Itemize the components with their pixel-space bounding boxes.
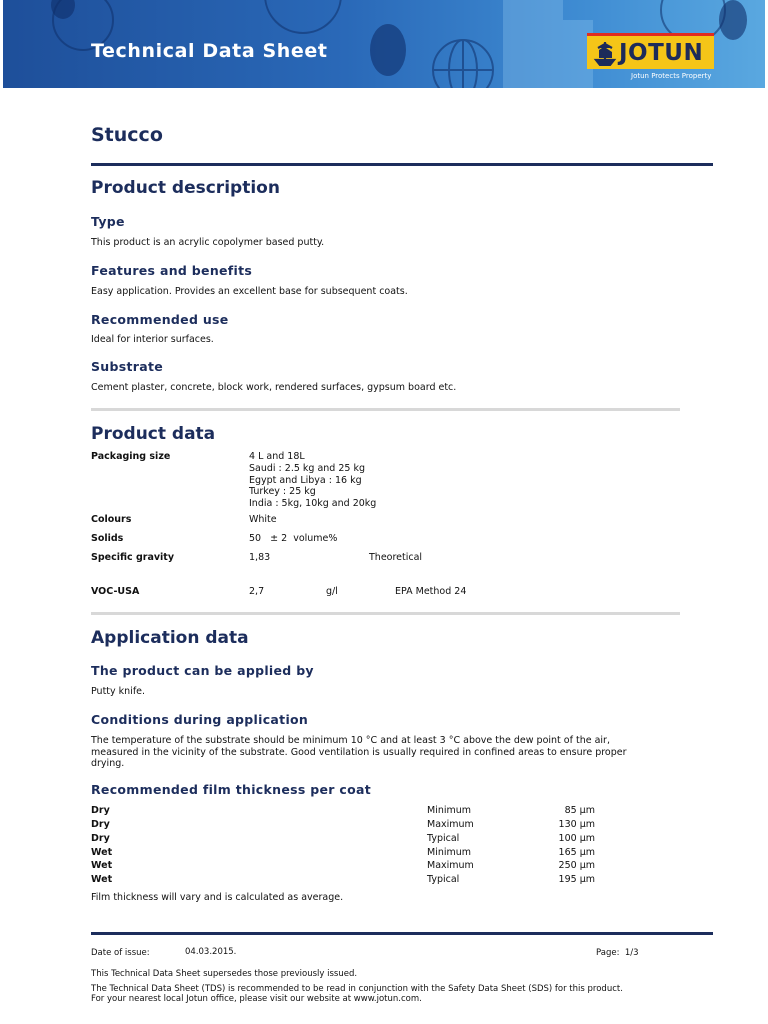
heading-type: Type	[91, 214, 125, 229]
film-row-value: 130 µm	[558, 819, 595, 830]
film-row-value: 85 µm	[564, 805, 595, 816]
label-colours: Colours	[91, 514, 132, 525]
document-type-title: Technical Data Sheet	[91, 40, 328, 62]
section-heading-product-description: Product description	[91, 178, 280, 198]
film-row-type: Wet	[91, 847, 113, 858]
text-conditions	[91, 735, 627, 770]
footer-page-number: Page: 1/3	[596, 948, 639, 958]
packaging-line: Turkey : 25 kg	[249, 486, 316, 498]
film-row-type: Dry	[91, 819, 110, 830]
value-specific-gravity: 1,83	[249, 552, 271, 563]
heading-features: Features and benefits	[91, 263, 253, 278]
value-solids: 50 ± 2 volume%	[249, 533, 338, 544]
heading-film-thickness: Recommended film thickness per coat	[91, 782, 371, 797]
method-voc: EPA Method 24	[395, 586, 467, 597]
product-name: Stucco	[91, 124, 163, 146]
film-row-type: Dry	[91, 833, 110, 844]
section-heading-application-data: Application data	[91, 628, 249, 648]
label-voc-usa: VOC-USA	[91, 586, 140, 597]
film-row-kind: Minimum	[427, 847, 472, 858]
heading-substrate: Substrate	[91, 359, 164, 374]
film-row-value: 165 µm	[558, 847, 595, 858]
footer-date-label: Date of issue:	[91, 948, 150, 958]
value-colours: White	[249, 514, 277, 525]
ship-icon	[593, 40, 617, 66]
divider	[91, 408, 680, 411]
text-film-note: Film thickness will vary and is calculated as average.	[91, 892, 344, 903]
conditions-line: drying.	[91, 758, 125, 769]
heading-applied-by: The product can be applied by	[91, 663, 314, 678]
footer-date-value: 04.03.2015.	[185, 947, 237, 957]
footer-website-note: For your nearest local Jotun office, please visit our website at www.jotun.com.	[91, 994, 422, 1004]
label-solids: Solids	[91, 533, 124, 544]
film-row-type: Wet	[91, 860, 113, 871]
label-packaging-size: Packaging size	[91, 451, 171, 462]
footer-divider	[91, 932, 713, 935]
unit-voc: g/l	[326, 586, 338, 597]
film-row-kind: Typical	[427, 874, 460, 885]
logo-tagline: Jotun Protects Property	[631, 72, 712, 80]
jotun-logo	[587, 33, 714, 83]
film-row-value: 195 µm	[558, 874, 595, 885]
logo-wordmark: JOTUN	[619, 40, 704, 66]
section-heading-product-data: Product data	[91, 424, 216, 444]
heading-conditions: Conditions during application	[91, 712, 309, 727]
divider	[91, 163, 713, 166]
note-specific-gravity: Theoretical	[369, 552, 423, 563]
footer-sds-note: The Technical Data Sheet (TDS) is recommended to be read in conjunction with the Safety Data Sheet (SDS) for this product.	[91, 984, 623, 994]
text-substrate: Cement plaster, concrete, block work, rendered surfaces, gypsum board etc.	[91, 382, 457, 393]
text-recommended-use: Ideal for interior surfaces.	[91, 334, 214, 345]
film-row-value: 100 µm	[558, 833, 595, 844]
packaging-line: Egypt and Libya : 16 kg	[249, 474, 362, 486]
text-applied-by: Putty knife.	[91, 686, 146, 697]
conditions-line: measured in the vicinity of the substrate. Good ventilation is usually required in confined areas to ensure proper	[91, 746, 627, 758]
film-row-type: Dry	[91, 805, 110, 816]
logo-box	[587, 33, 714, 69]
film-row-kind: Typical	[427, 833, 460, 844]
footer-supersedes-note: This Technical Data Sheet supersedes those previously issued.	[91, 969, 358, 979]
packaging-line: 4 L and 18L	[249, 451, 305, 462]
header-banner	[3, 0, 765, 88]
film-row-kind: Minimum	[427, 805, 472, 816]
film-row-value: 250 µm	[558, 860, 595, 871]
text-type: This product is an acrylic copolymer based putty.	[91, 237, 325, 248]
packaging-lines	[249, 451, 376, 510]
film-row-kind: Maximum	[427, 860, 474, 871]
packaging-line: Saudi : 2.5 kg and 25 kg	[249, 462, 365, 474]
divider	[91, 612, 680, 615]
film-row-kind: Maximum	[427, 819, 474, 830]
film-row-type: Wet	[91, 874, 113, 885]
heading-recommended-use: Recommended use	[91, 312, 229, 327]
text-features: Easy application. Provides an excellent base for subsequent coats.	[91, 286, 408, 297]
label-specific-gravity: Specific gravity	[91, 552, 175, 563]
packaging-line: India : 5kg, 10kg and 20kg	[249, 498, 377, 510]
conditions-line: The temperature of the substrate should be minimum 10 °C and at least 3 °C above the dew point of the air,	[91, 735, 610, 746]
value-voc: 2,7	[249, 586, 265, 597]
